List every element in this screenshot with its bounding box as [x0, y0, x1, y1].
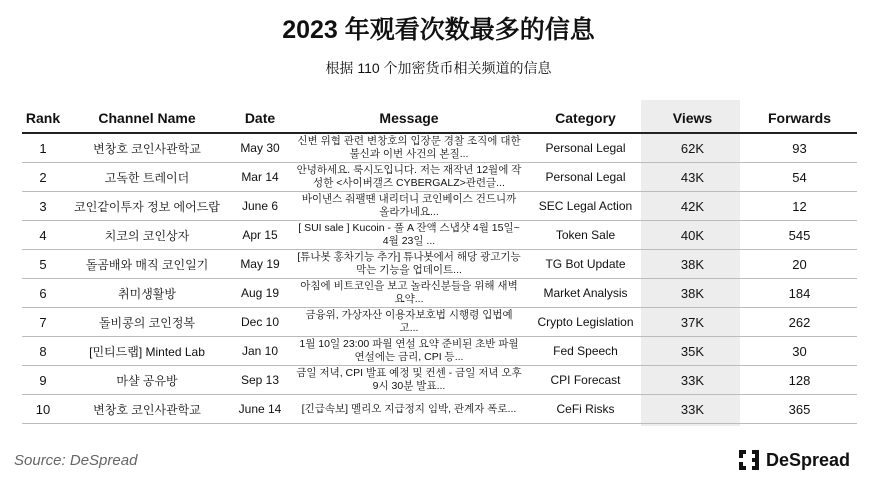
cell-channel-name: 치코의 코인상자: [64, 221, 230, 250]
cell-date: Sep 13: [230, 366, 290, 395]
cell-forwards: 12: [742, 192, 857, 221]
page-subtitle: 根据 110 个加密货币相关频道的信息: [325, 60, 552, 76]
cell-views: 33K: [643, 366, 742, 395]
cell-forwards: 365: [742, 395, 857, 424]
cell-date: Apr 15: [230, 221, 290, 250]
cell-rank: 7: [22, 308, 64, 337]
cell-views: 40K: [643, 221, 742, 250]
header-rank: Rank: [22, 104, 64, 133]
table-row: [22, 279, 857, 308]
cell-message: [긴급속보] 멜리오 지급정지 임박, 관계자 폭로...: [290, 395, 528, 424]
cell-message: 신변 위협 관련 변창호의 입장문 경찰 조직에 대한 불신과 이번 사건의 본질...: [290, 133, 528, 163]
cell-category: Fed Speech: [528, 337, 643, 366]
cell-category: Personal Legal: [528, 163, 643, 192]
header-channel-name: Channel Name: [64, 104, 230, 133]
logo-text: DeSpread: [766, 449, 851, 470]
table-row: [22, 337, 857, 366]
cell-category: TG Bot Update: [528, 250, 643, 279]
cell-channel-name: 변창호 코인사관학교: [64, 395, 230, 424]
cell-forwards: 128: [742, 366, 857, 395]
table-row: [22, 192, 857, 221]
messages-table: [22, 104, 857, 424]
cell-rank: 2: [22, 163, 64, 192]
cell-views: 38K: [643, 279, 742, 308]
cell-category: Personal Legal: [528, 133, 643, 163]
cell-rank: 1: [22, 133, 64, 163]
cell-views: 42K: [643, 192, 742, 221]
cell-message: [ SUI sale ] Kucoin - 풀 A 잔액 스냅샷 4월 15일~ 4월 23일 ...: [290, 221, 528, 250]
cell-forwards: 184: [742, 279, 857, 308]
cell-views: 62K: [643, 133, 742, 163]
cell-rank: 9: [22, 366, 64, 395]
cell-channel-name: 취미생활방: [64, 279, 230, 308]
header-forwards: Forwards: [742, 104, 857, 133]
header-message: Message: [290, 104, 528, 133]
table-row: [22, 366, 857, 395]
cell-date: May 19: [230, 250, 290, 279]
cell-channel-name: 변창호 코인사관학교: [64, 133, 230, 163]
cell-rank: 5: [22, 250, 64, 279]
cell-views: 38K: [643, 250, 742, 279]
cell-category: CPI Forecast: [528, 366, 643, 395]
table-row: [22, 250, 857, 279]
cell-channel-name: 마샬 공유방: [64, 366, 230, 395]
table-row: [22, 221, 857, 250]
cell-rank: 3: [22, 192, 64, 221]
cell-message: 금일 저녁, CPI 발표 예정 및 컨센 - 금일 저녁 오후 9시 30분 발표...: [290, 366, 528, 395]
cell-channel-name: 돌비콩의 코인정복: [64, 308, 230, 337]
cell-rank: 8: [22, 337, 64, 366]
despread-logo-icon: [738, 449, 760, 471]
cell-channel-name: 돌곰배와 매직 코인일기: [64, 250, 230, 279]
cell-rank: 6: [22, 279, 64, 308]
cell-date: Aug 19: [230, 279, 290, 308]
cell-channel-name: 코인같이투자 정보 에어드랍: [64, 192, 230, 221]
cell-category: Market Analysis: [528, 279, 643, 308]
cell-category: CeFi Risks: [528, 395, 643, 424]
table-row: [22, 163, 857, 192]
cell-category: SEC Legal Action: [528, 192, 643, 221]
cell-views: 33K: [643, 395, 742, 424]
cell-date: Dec 10: [230, 308, 290, 337]
cell-rank: 10: [22, 395, 64, 424]
header-views: Views: [643, 104, 742, 133]
cell-message: 안녕하세요. 룩시도입니다. 저는 재작년 12월에 작성한 <사이버갤즈 CYBERGALZ>관련글...: [290, 163, 528, 192]
header-date: Date: [230, 104, 290, 133]
cell-message: 아침에 비트코인을 보고 놀라신분들을 위해 새벽 요약...: [290, 279, 528, 308]
source-note: Source: DeSpread: [14, 452, 138, 469]
cell-forwards: 545: [742, 221, 857, 250]
cell-channel-name: [민티드랩] Minted Lab: [64, 337, 230, 366]
cell-message: 바이낸스 줘팰땐 내리더니 코인베이스 건드니까 올라가네요...: [290, 192, 528, 221]
table-row: [22, 308, 857, 337]
cell-message: [튜나봇 홍차기능 추가] 튜나봇에서 해당 광고기능 막는 기능을 업데이트...: [290, 250, 528, 279]
cell-views: 35K: [643, 337, 742, 366]
cell-forwards: 54: [742, 163, 857, 192]
cell-views: 37K: [643, 308, 742, 337]
cell-date: Mar 14: [230, 163, 290, 192]
cell-date: Jan 10: [230, 337, 290, 366]
cell-forwards: 20: [742, 250, 857, 279]
cell-date: June 6: [230, 192, 290, 221]
cell-message: 1월 10일 23:00 파월 연설 요약 준비된 초반 파월 연설에는 금리, CPI 등...: [290, 337, 528, 366]
cell-category: Crypto Legislation: [528, 308, 643, 337]
cell-category: Token Sale: [528, 221, 643, 250]
page-title: 2023 年观看次数最多的信息: [282, 16, 595, 44]
cell-views: 43K: [643, 163, 742, 192]
cell-date: June 14: [230, 395, 290, 424]
cell-rank: 4: [22, 221, 64, 250]
despread-logo: [738, 449, 850, 471]
table-row: [22, 133, 857, 163]
header-category: Category: [528, 104, 643, 133]
cell-forwards: 93: [742, 133, 857, 163]
table-row: [22, 395, 857, 424]
cell-date: May 30: [230, 133, 290, 163]
cell-forwards: 262: [742, 308, 857, 337]
cell-channel-name: 고독한 트레이더: [64, 163, 230, 192]
cell-message: 금융위, 가상자산 이용자보호법 시행령 입법예고...: [290, 308, 528, 337]
cell-forwards: 30: [742, 337, 857, 366]
